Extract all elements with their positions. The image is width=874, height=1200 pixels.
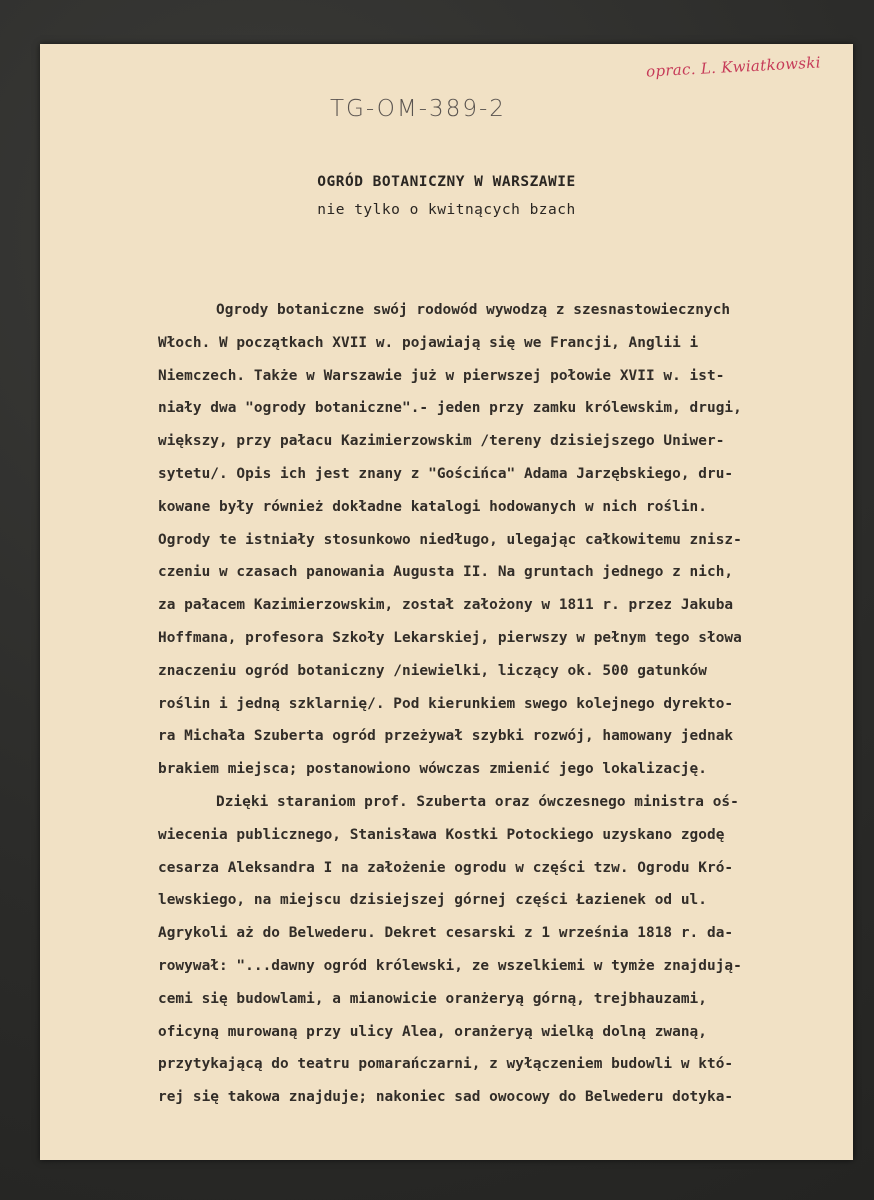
text-line: za pałacem Kazimierzowskim, został założony w 1811 r. przez Jakuba	[158, 597, 734, 614]
text-line: Włoch. W początkach XVII w. pojawiają się we Francji, Anglii i	[158, 334, 699, 351]
text-line: sytetu/. Opis ich jest znany z "Gościńca" Adama Jarzębskiego, dru-	[158, 465, 734, 482]
text-line: Dzięki staraniom prof. Szuberta oraz ówczesnego ministra oś-	[216, 793, 739, 810]
text-line: oficyną murowaną przy ulicy Alea, oranżeryą wielką dolną zwaną,	[158, 1023, 707, 1040]
text-line: lewskiego, na miejscu dzisiejszej górnej części Łazienek od ul.	[158, 892, 707, 909]
text-line: rowywał: "...dawny ogród królewski, ze wszelkiemi w tymże znajdują-	[158, 957, 742, 974]
text-line: wiecenia publicznego, Stanisława Kostki Potockiego uzyskano zgodę	[158, 826, 725, 843]
document-title: OGRÓD BOTANICZNY W WARSZAWIE	[317, 174, 576, 190]
text-line: większy, przy pałacu Kazimierzowskim /tereny dzisiejszego Uniwer-	[158, 433, 725, 450]
text-line: czeniu w czasach panowania Augusta II. Na gruntach jednego z nich,	[158, 564, 734, 581]
text-line: niały dwa "ogrody botaniczne".- jeden przy zamku królewskim, drugi,	[158, 400, 742, 417]
text-line: przytykającą do teatru pomarańczarni, z wyłączeniem budowli w któ-	[158, 1056, 734, 1073]
document-subtitle: nie tylko o kwitnących bzach	[317, 202, 576, 218]
text-line: Niemczech. Także w Warszawie już w pierwszej połowie XVII w. ist-	[158, 367, 725, 384]
text-line: Ogrody botaniczne swój rodowód wywodzą z szesnastowiecznych	[216, 302, 731, 318]
document-body	[158, 294, 838, 1114]
text-line: rej się takowa znajduje; nakoniec sad owocowy do Belwederu dotyka-	[158, 1089, 734, 1106]
text-line: cesarza Aleksandra I na założenie ogrodu w części tzw. Ogrodu Kró-	[158, 859, 734, 876]
text-line: znaczeniu ogród botaniczny /niewielki, liczący ok. 500 gatunków	[158, 662, 707, 679]
text-line: kowane były również dokładne katalogi hodowanych w nich roślin.	[158, 498, 707, 515]
archive-signature: TG-OM-389-2	[330, 96, 506, 122]
text-line: Ogrody te istniały stosunkowo niedługo, ulegając całkowitemu znisz-	[158, 531, 742, 548]
text-line: brakiem miejsca; postanowiono wówczas zmienić jego lokalizację.	[158, 761, 707, 778]
text-line: cemi się budowlami, a mianowicie oranżeryą górną, trejbhauzami,	[158, 990, 707, 1007]
text-line: Hoffmana, profesora Szkoły Lekarskiej, pierwszy w pełnym tego słowa	[158, 629, 742, 646]
text-line: Agrykoli aż do Belwederu. Dekret cesarski z 1 września 1818 r. da-	[158, 925, 734, 942]
text-line: roślin i jedną szklarnię/. Pod kierunkiem swego kolejnego dyrekto-	[158, 695, 734, 712]
document-page	[40, 44, 853, 1160]
handwritten-annotation: oprac. L. Kwiatkowski	[645, 53, 822, 81]
text-line: ra Michała Szuberta ogród przeżywał szybki rozwój, hamowany jednak	[158, 728, 734, 745]
